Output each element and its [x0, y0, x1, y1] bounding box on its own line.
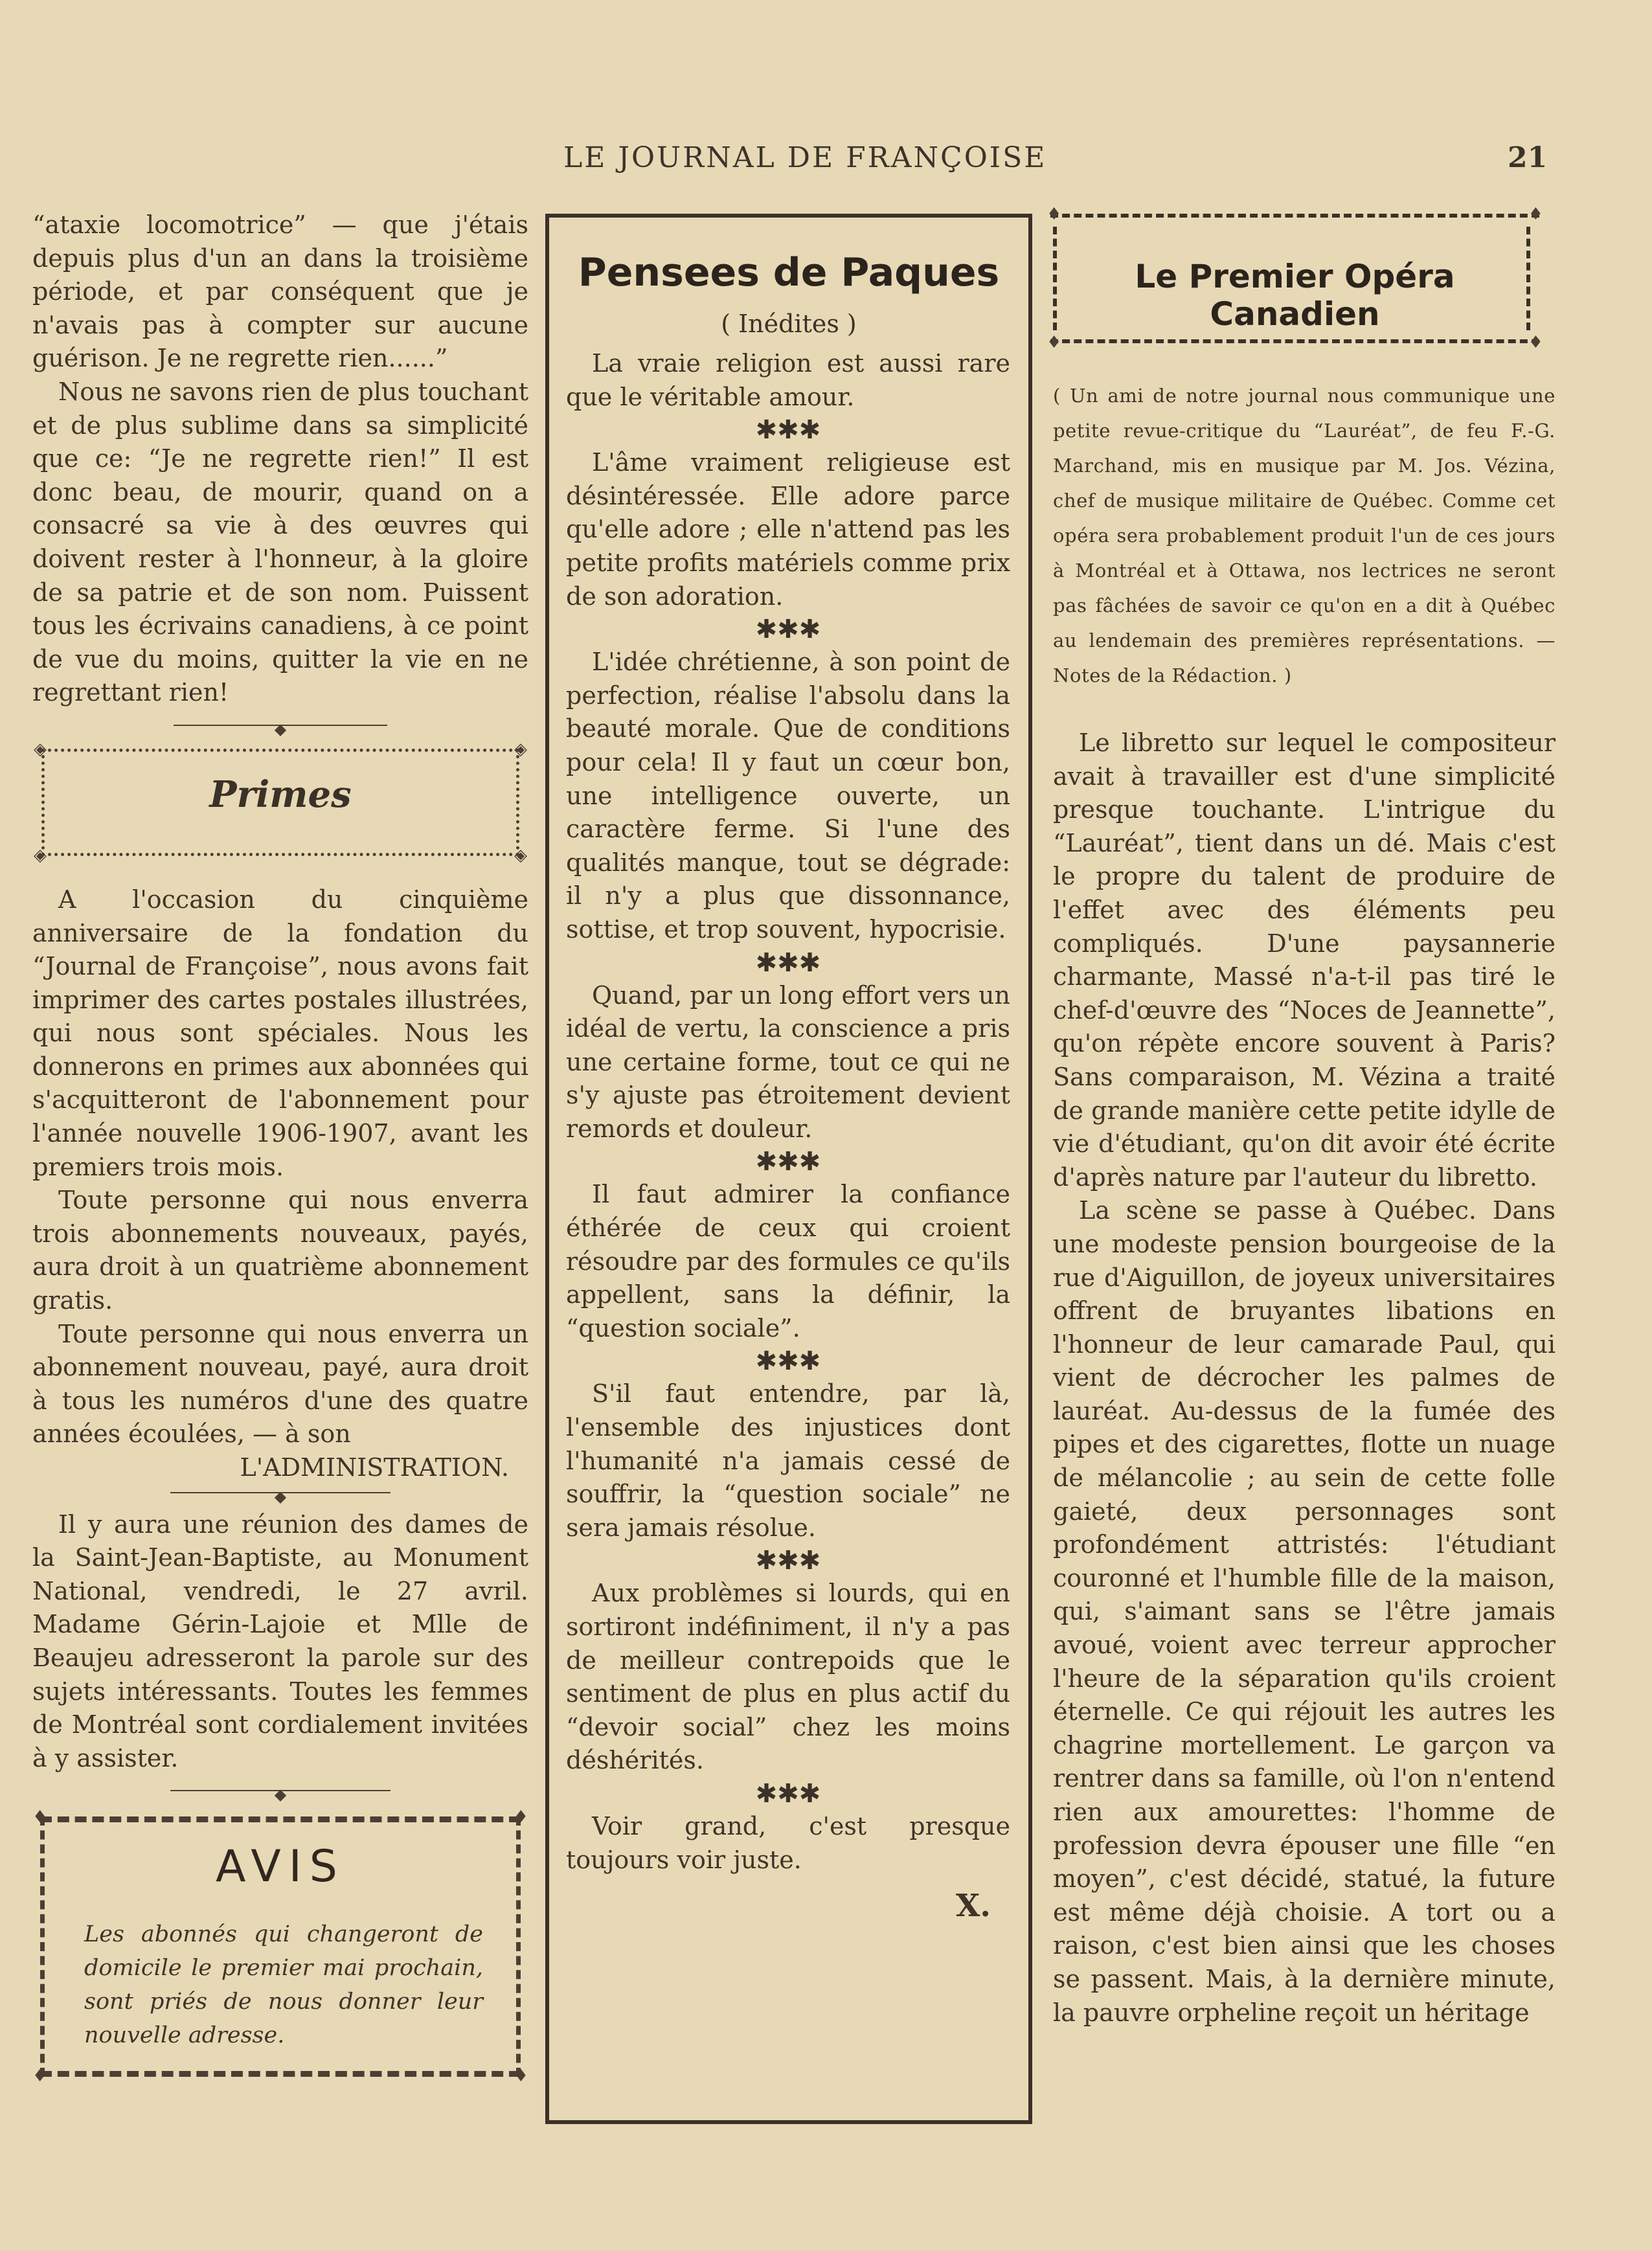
left-column	[32, 209, 528, 2086]
corner-ornament-icon: ◈	[34, 739, 47, 759]
paragraph: “ataxie locomotrice” — que j'étais depuis plus d'un an dans la troisième période, et par conséquent que je n'avais pas à compter sur aucune guérison. Je ne regrette rien......”	[32, 210, 528, 373]
separator-stars-icon: ✱✱✱	[755, 615, 821, 645]
paragraph: Voir grand, c'est presque toujours voir juste.	[566, 1811, 1010, 1874]
corner-ornament-icon: ♦	[1047, 333, 1062, 352]
paragraph: L'âme vraiment religieuse est désintéressée. Elle adore parce qu'elle adore ; elle n'attend pas les petite profits matériels comme prix de son adoration.	[566, 448, 1010, 611]
spacer	[1053, 693, 1556, 727]
corner-ornament-icon: ♦	[1528, 205, 1543, 224]
signature: L'ADMINISTRATION.	[240, 1453, 509, 1482]
paragraph: Toute personne qui nous enverra trois abonnements nouveaux, payés, aura droit à un quatrième abonnement gratis.	[32, 1186, 528, 1315]
article-title: Le Premier Opéra Canadien	[1135, 258, 1455, 333]
corner-ornament-icon: ♦	[1047, 205, 1062, 224]
paragraph: Nous ne savons rien de plus touchant et de plus sublime dans sa simplicité que ce: “Je ne regrette rien!” Il est donc beau, de mourir, quand on a consacré sa vie à des œuvres qui doivent rester à l'honneur, à la gloire de sa patrie et de son nom. Puissent tous les écrivains canadiens, à ce point de vue du moins, quitter la vie en ne regrettant rien!	[32, 377, 528, 707]
avis-box	[32, 1807, 528, 2086]
opera-title-box	[1047, 205, 1543, 352]
article-title: Pensees de Paques	[578, 250, 1000, 295]
corner-ornament-icon: ◈	[514, 739, 527, 759]
page-header	[0, 141, 1652, 193]
article-subtitle: ( Inédites )	[721, 310, 857, 338]
separator-stars-icon: ✱✱✱	[755, 1778, 821, 1809]
section-title: Primes	[209, 773, 352, 816]
editor-note: ( Un ami de notre journal nous communique une petite revue-critique du “Lauréat”, de feu F.-G. Marchand, mis en musique par M. Jos. Vézina, chef de musique militaire de Québec. Comme cet opéra sera probablement produit l'un de ces jours à Montréal et à Ottawa, nos lectrices ne seront pas fâchées de savoir ce qu'on en a dit à Québec au lendemain des premières représentations. — Notes de la Rédaction. )	[1053, 385, 1556, 686]
paragraph: Quand, par un long effort vers un idéal de vertu, la conscience a pris une certaine forme, tout ce qui ne s'y ajuste pas étroitement devient remords et douleur.	[566, 980, 1010, 1143]
corner-ornament-icon: ◈	[514, 845, 527, 865]
paragraph: Il y aura une réunion des dames de la Saint-Jean-Baptiste, au Monument National, vendredi, le 27 avril. Madame Gérin-Lajoie et Mlle de Beaujeu adresseront la parole sur des sujets intéressants. Toutes les femmes de Montréal sont cordialement invitées à y assister.	[32, 1510, 528, 1772]
pensees-body	[566, 347, 1010, 1923]
paragraph: La vraie religion est aussi rare que le véritable amour.	[566, 349, 1010, 411]
paragraph: A l'occasion du cinquième anniversaire de la fondation du “Journal de Françoise”, nous avons fait imprimer des cartes postales illustrées, qui nous sont spéciales. Nous les donnerons en primes aux abonnées qui s'acquitteront de l'abonnement pour l'année nouvelle 1906-1907, avant les premiers trois mois.	[32, 885, 528, 1181]
paragraph: Il faut admirer la confiance éthérée de ceux qui croient résoudre par des formules ce qu'ils appellent, sans la définir, la “question sociale”.	[566, 1180, 1010, 1342]
avis-title: AVIS	[216, 1841, 345, 1893]
primes-box	[32, 741, 528, 864]
divider	[174, 724, 387, 727]
running-title: LE JOURNAL DE FRANÇOISE	[563, 141, 1047, 174]
paragraph: La scène se passe à Québec. Dans une modeste pension bourgeoise de la rue d'Aiguillon, de joyeux universitaires offrent de bruyantes libations en l'honneur de leur camarade Paul, qui vient de décrocher les palmes de lauréat. Au-dessus de la fumée des pipes et des cigarettes, flotte un nuage de mélancolie ; au sein de cette folle gaieté, deux personnages sont profondément attristés: l'étudiant couronné et l'humble fille de la maison, qui, s'aimant sans se l'être jamais avoué, voient avec terreur approcher l'heure de la séparation qu'ils croient éternelle. Ce qui réjouit les autres les chagrine mortellement. Le garçon va rentrer dans sa famille, où l'on n'entend rien aux amourettes: l'homme de profession devra épouser une fille “en moyen”, c'est décidé, statué, la future est même déjà choisie. A tort ou a raison, c'est bien ainsi que les choses se passent. Mais, à la dernière minute, la pauvre orpheline reçoit un héritage	[1053, 1196, 1556, 2027]
corner-ornament-icon: ♦	[1528, 333, 1543, 352]
right-column	[1053, 378, 1556, 2030]
signature: X.	[956, 1888, 991, 1925]
paragraph: Le libretto sur lequel le compositeur avait à travailler est d'une simplicité presque touchante. L'intrigue du “Lauréat”, tient dans un dé. Mais c'est le propre du talent de produire de l'effet avec des éléments peu compliqués. D'une paysannerie charmante, Massé n'a-t-il pas tiré le chef-d'œuvre des “Noces de Jeannette”, qu'on répète encore souvent à Paris? Sans comparaison, M. Vézina a traité de grande manière cette petite idylle de vie d'étudiant, qu'on dit avoir été écrite d'après nature par l'auteur du libretto.	[1053, 729, 1556, 1192]
corner-ornament-icon: ♦	[513, 1807, 528, 1827]
separator-stars-icon: ✱✱✱	[755, 1546, 821, 1576]
avis-text: Les abonnés qui changeront de domicile le premier mai prochain, sont priés de nous donner leur nouvelle adresse.	[84, 1921, 483, 2049]
separator-stars-icon: ✱✱✱	[755, 1346, 821, 1377]
page-number: 21	[1508, 141, 1548, 174]
divider	[170, 1491, 390, 1494]
corner-ornament-icon: ♦	[32, 1807, 48, 1827]
paragraph: L'idée chrétienne, à son point de perfection, réalise l'absolu dans la beauté morale. Que de conditions pour cela! Il y faut un cœur bon, une intelligence ouverte, un caractère ferme. Si l'une des qualités manque, tout se dégrade: il n'y a plus que dissonnance, sottise, et trop souvent, hypocrisie.	[566, 648, 1010, 944]
corner-ornament-icon: ♦	[513, 2066, 528, 2087]
paragraph: Toute personne qui nous enverra un abonnement nouveau, payé, aura droit à tous les numéros d'une des quatre années écoulées, — à son	[32, 1319, 528, 1449]
pensees-frame	[545, 214, 1032, 2124]
separator-stars-icon: ✱✱✱	[755, 415, 821, 446]
corner-ornament-icon: ♦	[32, 2066, 48, 2087]
divider	[170, 1789, 390, 1792]
paragraph: Aux problèmes si lourds, qui en sortiront indéfiniment, il n'y a pas de meilleur contrepoids que le sentiment de plus en plus actif du “devoir social” chez les moins déshérités.	[566, 1579, 1010, 1775]
ornamental-border	[1050, 214, 1539, 227]
paragraph: S'il faut entendre, par là, l'ensemble des injustices dont l'humanité n'a jamais cessé de souffrir, la “question sociale” ne sera jamais résolue.	[566, 1379, 1010, 1542]
corner-ornament-icon: ◈	[34, 845, 47, 865]
separator-stars-icon: ✱✱✱	[755, 1147, 821, 1177]
separator-stars-icon: ✱✱✱	[755, 947, 821, 978]
